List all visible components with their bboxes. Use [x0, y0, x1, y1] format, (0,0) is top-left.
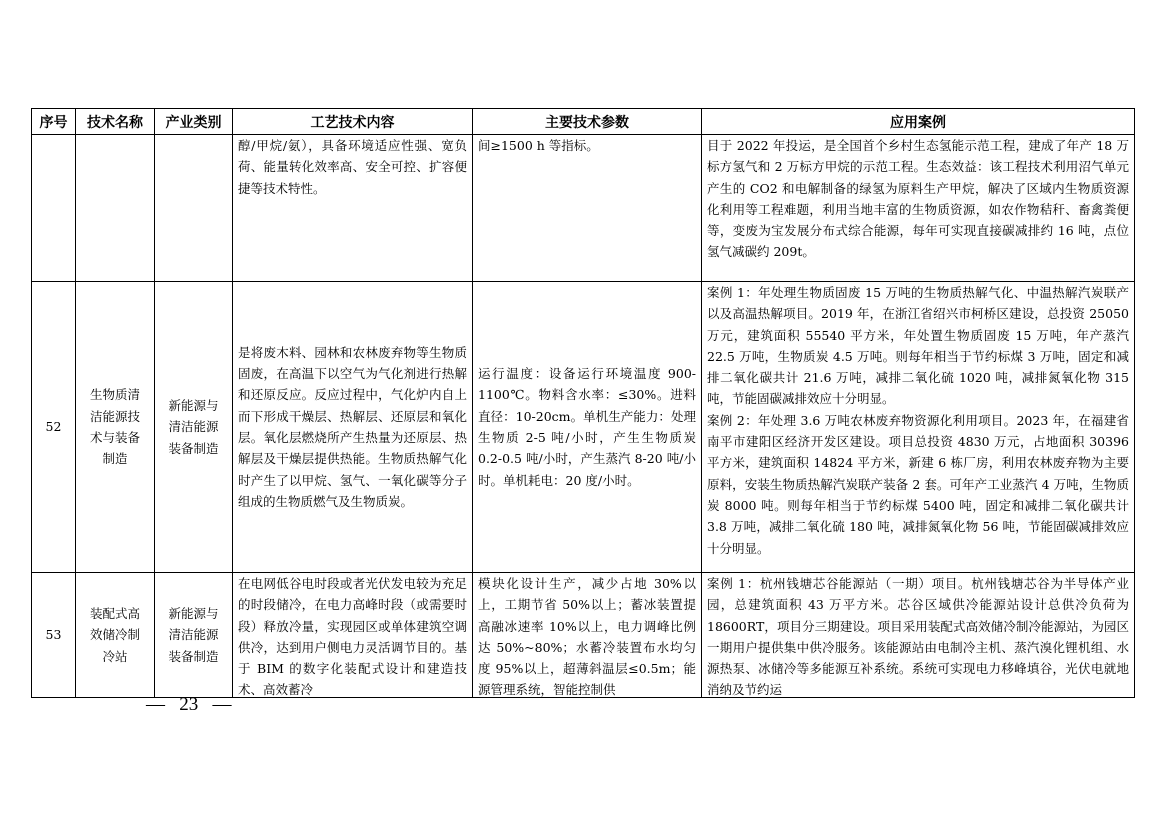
table-row-53	[32, 573, 1135, 698]
technology-table	[31, 108, 1135, 698]
cont-name-cell	[76, 135, 155, 282]
row53-process-cell	[233, 573, 473, 698]
row53-name-line: 装配式高	[89, 606, 140, 622]
row53-params-cell	[473, 573, 702, 698]
row53-category-line: 装备制造	[168, 648, 219, 664]
row53-category-line: 新能源与	[168, 606, 219, 622]
row52-index: 52	[32, 282, 76, 573]
row52-case-1: 案例 1：年处理生物质固废 15 万吨的生物质热解气化、中温热解汽炭联产以及高温热解项目。2019 年，在浙江省绍兴市柯桥区建设，总投资 25050 万元，建筑面积 55540 平方米，年处置生物质固废 15 万吨，年产蒸汽 22.5 万吨，生物质炭 4.5 万吨。则每年相当于节约标煤 3 万吨，固定和减排二氧化碳共计 21.6 万吨，减排二氧化硫 1020 吨，减排氮氧化物 315 吨，节能固碳减排效应十分明显。	[707, 285, 1129, 407]
header-tech-name: 技术名称	[76, 109, 155, 135]
header-industry-category: 产业类别	[155, 109, 233, 135]
row53-tech-name	[76, 573, 155, 698]
row52-name-line: 术与装备	[89, 430, 140, 445]
row52-process: 是将废木料、园林和农林废弃物等生物质固废，在高温下以空气为气化剂进行热解和还原反应。反应过程中，气化炉内自上而下形成干燥层、热解层、还原层和氧化层。氧化层燃烧所产生热量为还原层、热解层及干燥层提供热能。生物质热解气化时产生了以甲烷、氢气、一氧化碳等分子组成的生物质燃气及生物质炭。	[233, 282, 473, 573]
header-process-content: 工艺技术内容	[233, 109, 473, 135]
header-main-parameters: 主要技术参数	[473, 109, 702, 135]
table-row-52	[32, 282, 1135, 573]
header-application-cases: 应用案例	[702, 109, 1135, 135]
row53-cases: 案例 1：杭州钱塘芯谷能源站（一期）项目。杭州钱塘芯谷为半导体产业园，总建筑面积 43 万平方米。芯谷区域供冷能源站设计总供冷负荷为 18600RT，项目分三期建设。项目采用装配式高效储冷制冷能源站，为园区一期用户提供集中供冷服务。该能源站由电制冷主机、蒸汽溴化锂机组、水源热泵、冰储冷等多能源互补系统。系统可实现电力移峰填谷，光伏电就地消纳及节约运	[707, 576, 1129, 697]
row53-name-line: 冷站	[102, 648, 128, 664]
row53-params: 模块化设计生产，减少占地 30%以上，工期节省 50%以上；蓄冰装置提高融冰速率 10%以上，电力调峰比例达 50%~80%；水蓄冷装置布水均匀度 95%以上，超薄斜温层≤0.5m；能源管理系统，智能控制供	[478, 576, 696, 697]
row52-params: 运行温度：设备运行环境温度 900-1100℃。物料含水率：≤30%。进料直径：10-20cm。单机生产能力：处理生物质 2-5 吨/小时，产生生物质炭 0.2-0.5 吨/小时，产生蒸汽 8-20 吨/小时。单机耗电：20 度/小时。	[473, 282, 702, 573]
row53-category	[155, 573, 233, 698]
row52-case-2: 案例 2：年处理 3.6 万吨农林废弃物资源化利用项目。2023 年，在福建省南平市建阳区经济开发区建设。项目总投资 4830 万元，占地面积 30396 平方米，建筑面积 14824 平方米，新建 6 栋厂房，利用农林废弃物为主要原料，安装生物质热解汽炭联产装备 2 套。可年产工业蒸汽 4 万吨，生物质炭 8000 吨。则每年相当于节约标煤 5400 吨，固定和减排二氧化碳共计 3.8 万吨，减排二氧化硫 180 吨，减排氮氧化物 56 吨，节能固碳减排效应十分明显。	[707, 412, 1129, 556]
row52-category-line: 清洁能源	[168, 419, 219, 435]
row53-process: 在电网低谷电时段或者光伏发电较为充足的时段储冷，在电力高峰时段（或需要时段）释放冷量，实现园区或单体建筑空调供冷，达到用户侧电力灵活调节目的。基于 BIM 的数字化装配式设计和建造技术、高效蓄冷	[238, 576, 467, 697]
cont-cases-cell: 目于 2022 年投运，是全国首个乡村生态氢能示范工程，建成了年产 18 万标方氢气和 2 万标方甲烷的示范工程。生态效益：该工程技术利用沼气单元产生的 CO2 和电解制备的绿氢为原料生产甲烷，解决了区域内生物质资源化利用等工程难题，利用当地丰富的生物质资源，如农作物秸秆、畜禽粪便等，变废为宝发展分布式综合能源，每年可实现直接碳减排约 16 吨，点位氢气减碳约 209t。	[702, 135, 1135, 282]
row52-tech-name	[76, 282, 155, 573]
row52-name-line: 生物质清	[89, 387, 140, 403]
row52-cases	[702, 282, 1135, 573]
row52-category-line: 新能源与	[168, 398, 219, 414]
row53-index: 53	[32, 573, 76, 698]
header-index: 序号	[32, 109, 76, 135]
table-header-row	[32, 109, 1135, 135]
cont-params-cell: 间≥1500 h 等指标。	[473, 135, 702, 282]
table-row-continued	[32, 135, 1135, 282]
cont-process-cell: 醇/甲烷/氨），具备环境适应性强、宽负荷、能量转化效率高、安全可控、扩容便捷等技术特性。	[233, 135, 473, 282]
cont-category-cell	[155, 135, 233, 282]
row53-cases-cell	[702, 573, 1135, 698]
row52-name-line: 洁能源技	[89, 408, 140, 424]
cont-index-cell	[32, 135, 76, 282]
row53-category-line: 清洁能源	[168, 627, 219, 643]
row52-category-line: 装备制造	[168, 440, 219, 456]
row52-name-line: 制造	[102, 451, 128, 467]
page-number: — 23 —	[146, 694, 232, 715]
row53-name-line: 效储冷制	[89, 627, 140, 643]
row52-category	[155, 282, 233, 573]
